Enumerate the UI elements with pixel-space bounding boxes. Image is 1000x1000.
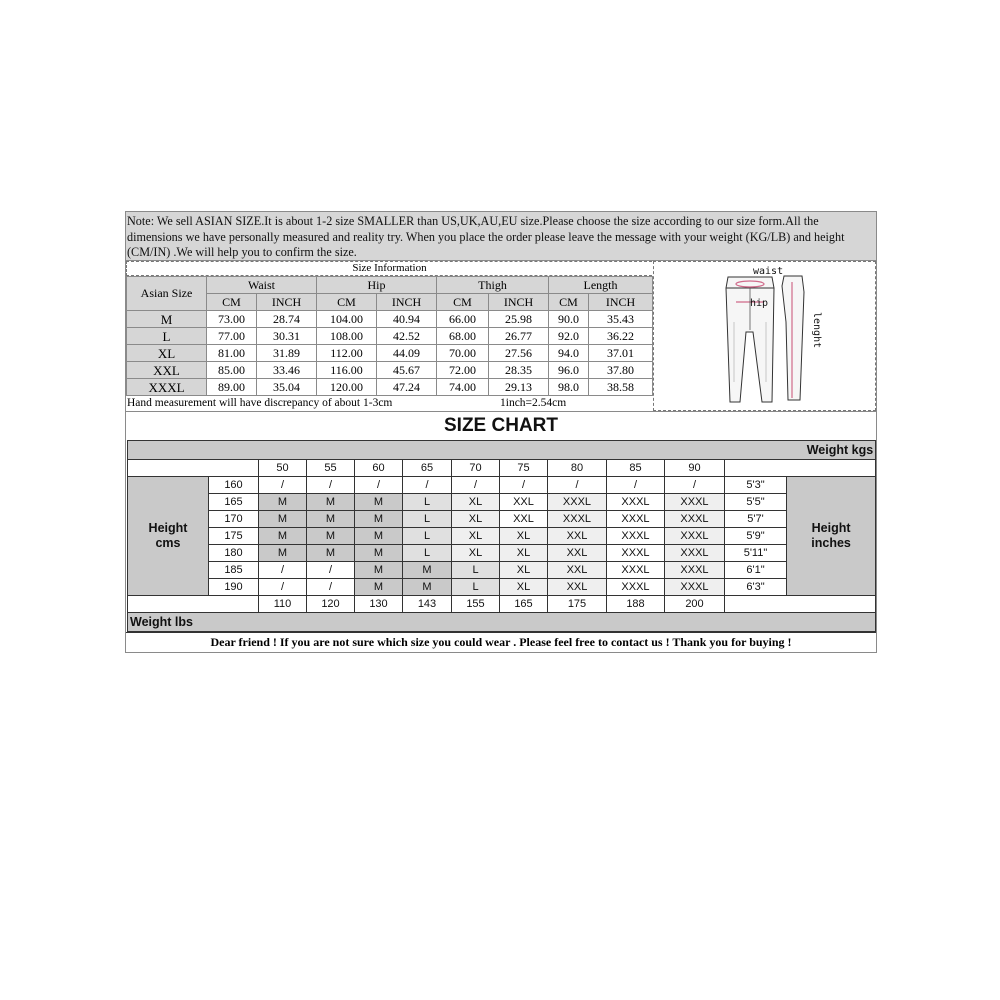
weight-kg-value: 50 xyxy=(259,460,307,477)
size-info-row xyxy=(127,328,653,345)
size-cell: XL xyxy=(452,528,500,545)
size-info-cell: 73.00 xyxy=(207,311,257,328)
size-info-cell: 77.00 xyxy=(207,328,257,345)
height-row xyxy=(128,579,876,596)
size-info-cell: 74.00 xyxy=(437,379,489,396)
size-cell: M xyxy=(307,511,355,528)
size-info-row xyxy=(127,311,653,328)
size-cell: / xyxy=(259,477,307,494)
size-info-cell: 85.00 xyxy=(207,362,257,379)
size-info-cell: 120.00 xyxy=(317,379,377,396)
size-cell: M xyxy=(355,579,403,596)
weight-lb-value: 120 xyxy=(307,596,355,613)
unit-header: INCH xyxy=(377,294,437,311)
blank-cell xyxy=(725,596,876,613)
height-cm-value: 175 xyxy=(209,528,259,545)
size-cell: M xyxy=(259,528,307,545)
size-info-cell: 35.04 xyxy=(257,379,317,396)
unit-header: CM xyxy=(549,294,589,311)
size-cell: XXXL xyxy=(665,494,725,511)
size-cell: / xyxy=(665,477,725,494)
height-inches-line2: inches xyxy=(811,536,851,550)
size-cell: XXXL xyxy=(607,511,665,528)
height-row xyxy=(128,545,876,562)
size-cell: / xyxy=(355,477,403,494)
size-info-cell: 45.67 xyxy=(377,362,437,379)
height-inch-value: 6'3" xyxy=(725,579,787,596)
blank-cell xyxy=(128,596,259,613)
size-cell: / xyxy=(548,477,607,494)
height-cms-line1: Height xyxy=(148,521,188,535)
weight-kg-value: 55 xyxy=(307,460,355,477)
height-row xyxy=(128,528,876,545)
size-info-cell: 116.00 xyxy=(317,362,377,379)
size-cell: XXL xyxy=(548,528,607,545)
height-cm-value: 185 xyxy=(209,562,259,579)
size-info-cell: 28.35 xyxy=(489,362,549,379)
size-cell: L xyxy=(452,579,500,596)
size-note: Note: We sell ASIAN SIZE.It is about 1-2 size SMALLER than US,UK,AU,EU size.Please choose the size according to our size form.All the dimensions we have personally measured and reality try. When you place the order please leave the message with your weight (KG/LB) and height (CM/IN) .We will help you to confirm the size. xyxy=(126,212,876,261)
size-cell: L xyxy=(452,562,500,579)
pants-illustration xyxy=(654,262,875,410)
unit-header: INCH xyxy=(489,294,549,311)
size-cell: XXXL xyxy=(607,579,665,596)
height-cm-value: 170 xyxy=(209,511,259,528)
size-cell: XXXL xyxy=(548,511,607,528)
height-cms-line2: cms xyxy=(155,536,181,550)
weight-kgs-band-row xyxy=(128,441,876,460)
size-cell: XXXL xyxy=(665,579,725,596)
size-cell: XXXL xyxy=(665,528,725,545)
size-info-cell: 66.00 xyxy=(437,311,489,328)
height-row xyxy=(128,562,876,579)
size-cell: XXXL xyxy=(607,562,665,579)
size-cell: XXXL xyxy=(607,545,665,562)
size-chart-title: SIZE CHART xyxy=(444,415,558,436)
size-info-cell: 28.74 xyxy=(257,311,317,328)
blank-cell xyxy=(128,460,259,477)
size-info-cell: 40.94 xyxy=(377,311,437,328)
size-info-body xyxy=(127,311,653,396)
size-info-cell: 70.00 xyxy=(437,345,489,362)
height-inch-value: 5'7' xyxy=(725,511,787,528)
size-cell: XXXL xyxy=(607,494,665,511)
weight-kgs-row xyxy=(128,460,876,477)
size-cell: XXXL xyxy=(607,528,665,545)
size-cell: M xyxy=(403,562,452,579)
unit-header: INCH xyxy=(257,294,317,311)
weight-lb-value: 188 xyxy=(607,596,665,613)
height-inch-value: 5'11" xyxy=(725,545,787,562)
size-cell: / xyxy=(307,477,355,494)
height-cm-value: 165 xyxy=(209,494,259,511)
size-info-cell: 35.43 xyxy=(589,311,653,328)
weight-kg-value: 85 xyxy=(607,460,665,477)
weight-lb-value: 165 xyxy=(500,596,548,613)
height-inch-value: 5'9" xyxy=(725,528,787,545)
unit-header: CM xyxy=(317,294,377,311)
size-cell: M xyxy=(307,545,355,562)
size-info-section xyxy=(126,261,876,412)
size-cell: M xyxy=(355,528,403,545)
size-cell: XL xyxy=(500,545,548,562)
size-cell: / xyxy=(259,562,307,579)
size-info-title: Size Information xyxy=(126,261,652,276)
size-cell: XL xyxy=(500,528,548,545)
waist-label: waist xyxy=(753,266,784,277)
size-info-cell: 90.0 xyxy=(549,311,589,328)
size-cell: XXXL xyxy=(665,511,725,528)
size-cell: M xyxy=(355,511,403,528)
size-cell: XXL xyxy=(500,494,548,511)
weight-kg-value: 65 xyxy=(403,460,452,477)
size-cell: M xyxy=(307,494,355,511)
size-info-cell: 98.0 xyxy=(549,379,589,396)
size-cell: L xyxy=(403,528,452,545)
size-label: M xyxy=(127,311,207,328)
size-info-cell: 37.01 xyxy=(589,345,653,362)
size-info-cell: 94.0 xyxy=(549,345,589,362)
size-info-cell: 112.00 xyxy=(317,345,377,362)
weight-lb-value: 110 xyxy=(259,596,307,613)
size-cell: XL xyxy=(452,494,500,511)
weight-kg-value: 80 xyxy=(548,460,607,477)
size-cell: M xyxy=(259,545,307,562)
asian-size-header: Asian Size xyxy=(127,277,207,311)
size-info-cell: 68.00 xyxy=(437,328,489,345)
weight-kg-value: 75 xyxy=(500,460,548,477)
size-info-cell: 37.80 xyxy=(589,362,653,379)
size-info-cell: 26.77 xyxy=(489,328,549,345)
size-label: XL xyxy=(127,345,207,362)
size-cell: M xyxy=(355,494,403,511)
height-inches-line1: Height xyxy=(811,521,851,535)
size-label: L xyxy=(127,328,207,345)
unit-header: INCH xyxy=(589,294,653,311)
size-info-cell: 104.00 xyxy=(317,311,377,328)
hip-label: hip xyxy=(750,298,769,309)
size-cell: M xyxy=(259,494,307,511)
size-info-row xyxy=(127,345,653,362)
height-inch-value: 5'3" xyxy=(725,477,787,494)
size-info-cell: 44.09 xyxy=(377,345,437,362)
size-info-table-wrap xyxy=(126,261,652,396)
size-info-cell: 81.00 xyxy=(207,345,257,362)
weight-kg-value: 60 xyxy=(355,460,403,477)
size-info-cell: 96.0 xyxy=(549,362,589,379)
size-info-cell: 27.56 xyxy=(489,345,549,362)
size-cell: / xyxy=(307,562,355,579)
pants-diagram xyxy=(653,261,876,411)
size-info-cell: 25.98 xyxy=(489,311,549,328)
size-info-cell: 72.00 xyxy=(437,362,489,379)
size-info-cell: 47.24 xyxy=(377,379,437,396)
size-cell: XL xyxy=(500,579,548,596)
size-cell: XXXL xyxy=(665,562,725,579)
height-cm-value: 180 xyxy=(209,545,259,562)
weight-lb-value: 200 xyxy=(665,596,725,613)
size-cell: XXXL xyxy=(548,494,607,511)
size-info-cell: 29.13 xyxy=(489,379,549,396)
blank-cell xyxy=(725,460,876,477)
size-info-cell: 30.31 xyxy=(257,328,317,345)
height-row xyxy=(128,494,876,511)
size-cell: M xyxy=(403,579,452,596)
size-cell: L xyxy=(403,494,452,511)
size-info-cell: 36.22 xyxy=(589,328,653,345)
height-cm-value: 160 xyxy=(209,477,259,494)
unit-header: CM xyxy=(437,294,489,311)
footer-message: Dear friend ! If you are not sure which size you could wear . Please feel free to contact us ! Thank you for buying ! xyxy=(126,632,876,652)
weight-lb-value: 175 xyxy=(548,596,607,613)
size-cell: XXL xyxy=(548,545,607,562)
height-row xyxy=(128,477,876,494)
group-header-waist: Waist xyxy=(207,277,317,294)
size-cell: / xyxy=(500,477,548,494)
size-cell: XL xyxy=(452,511,500,528)
weight-lb-value: 155 xyxy=(452,596,500,613)
weight-kg-value: 70 xyxy=(452,460,500,477)
size-cell: / xyxy=(307,579,355,596)
size-label: XXXL xyxy=(127,379,207,396)
size-cell: M xyxy=(355,562,403,579)
size-cell: / xyxy=(607,477,665,494)
weight-lb-value: 130 xyxy=(355,596,403,613)
height-inch-value: 6'1" xyxy=(725,562,787,579)
pants-side-shape xyxy=(782,276,804,400)
size-info-cell: 92.0 xyxy=(549,328,589,345)
size-info-cell: 42.52 xyxy=(377,328,437,345)
length-label: lenght xyxy=(811,312,822,349)
size-info-row xyxy=(127,362,653,379)
size-cell: M xyxy=(259,511,307,528)
size-cell: L xyxy=(403,545,452,562)
height-inches-label xyxy=(787,477,876,596)
group-header-length: Length xyxy=(549,277,653,294)
size-info-cell: 31.89 xyxy=(257,345,317,362)
height-cm-value: 190 xyxy=(209,579,259,596)
size-label: XXL xyxy=(127,362,207,379)
size-cell: XXL xyxy=(548,562,607,579)
weight-lb-value: 143 xyxy=(403,596,452,613)
size-info-table xyxy=(126,276,653,396)
size-cell: XXXL xyxy=(665,545,725,562)
size-cell: XL xyxy=(452,545,500,562)
size-chart-body xyxy=(128,441,876,632)
inch-conversion-note: 1inch=2.54cm xyxy=(500,397,567,409)
hand-measurement-note: Hand measurement will have discrepancy of about 1-3cm xyxy=(127,397,393,409)
height-inch-value: 5'5" xyxy=(725,494,787,511)
weight-lbs-row xyxy=(128,596,876,613)
size-cell: / xyxy=(259,579,307,596)
size-cell: L xyxy=(403,511,452,528)
size-cell: XXL xyxy=(500,511,548,528)
size-cell: XXL xyxy=(548,579,607,596)
size-info-cell: 38.58 xyxy=(589,379,653,396)
height-cms-label xyxy=(128,477,209,596)
size-sheet xyxy=(125,211,877,653)
size-cell: / xyxy=(403,477,452,494)
weight-lbs-band-row xyxy=(128,613,876,632)
unit-header: CM xyxy=(207,294,257,311)
size-info-row xyxy=(127,379,653,396)
size-info-cell: 89.00 xyxy=(207,379,257,396)
size-cell: M xyxy=(307,528,355,545)
size-info-cell: 108.00 xyxy=(317,328,377,345)
size-cell: M xyxy=(355,545,403,562)
size-info-cell: 33.46 xyxy=(257,362,317,379)
size-cell: XL xyxy=(500,562,548,579)
group-header-hip: Hip xyxy=(317,277,437,294)
weight-lbs-label: Weight lbs xyxy=(128,613,876,632)
weight-kg-value: 90 xyxy=(665,460,725,477)
size-chart-table xyxy=(127,440,876,632)
size-cell: / xyxy=(452,477,500,494)
height-row xyxy=(128,511,876,528)
group-header-thigh: Thigh xyxy=(437,277,549,294)
weight-kgs-label: Weight kgs xyxy=(128,441,876,460)
